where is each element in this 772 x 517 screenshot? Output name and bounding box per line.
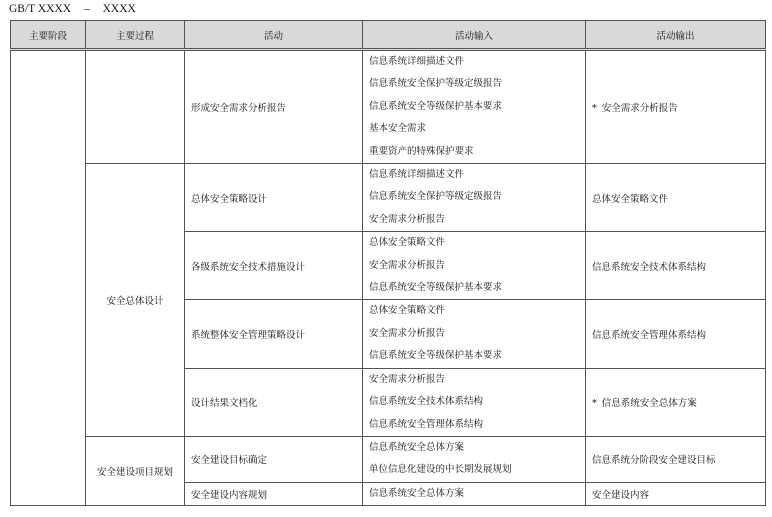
input-cell: [363, 50, 586, 164]
input-item: 安全需求分析报告: [369, 327, 446, 339]
input-item: 信息系统安全总体方案: [369, 441, 465, 453]
table-row: [11, 50, 766, 164]
process-cell: 安全建设项目规划: [86, 436, 185, 505]
column-header-input: 活动输入: [363, 21, 586, 50]
output-cell: [586, 232, 766, 300]
output-text: 安全建设内容: [592, 489, 650, 501]
column-header-stage: 主要阶段: [11, 21, 86, 50]
header-separator: –: [83, 3, 90, 15]
input-item: 总体安全策略文件: [369, 305, 446, 317]
output-text: 信息系统安全总体方案: [601, 398, 697, 410]
column-header-process: 主要过程: [86, 21, 185, 50]
input-cell: [363, 368, 586, 436]
input-item: 信息系统安全等级保护基本要求: [369, 100, 503, 112]
stage-cell: [11, 50, 86, 506]
standard-year: XXXX: [102, 3, 136, 15]
output-cell: [586, 164, 766, 232]
input-cell: [363, 300, 586, 368]
key-output-mark: *: [592, 103, 597, 115]
output-cell: [586, 482, 766, 505]
activity-cell: 形成安全需求分析报告: [185, 50, 363, 164]
column-header-activity: 活动: [185, 21, 363, 50]
input-cell: [363, 164, 586, 232]
input-item: 信息系统详细描述文件: [369, 169, 465, 181]
input-cell: [363, 436, 586, 482]
input-item: 基本安全需求: [369, 123, 427, 135]
key-output-mark: *: [592, 398, 597, 410]
input-item: 安全需求分析报告: [369, 259, 446, 271]
input-item: 信息系统安全保护等级定级报告: [369, 78, 503, 90]
input-item: 信息系统安全技术体系结构: [369, 396, 484, 408]
activity-cell: 各级系统安全技术措施设计: [185, 232, 363, 300]
input-item: 信息系统安全保护等级定级报告: [369, 191, 503, 203]
input-item: 信息系统安全等级保护基本要求: [369, 350, 503, 362]
output-text: 总体安全策略文件: [592, 193, 669, 205]
output-cell: [586, 300, 766, 368]
input-item: 信息系统安全管理体系结构: [369, 418, 484, 430]
activity-cell: 总体安全策略设计: [185, 164, 363, 232]
activity-table: [10, 20, 766, 506]
table-header-row: [11, 21, 766, 50]
activity-cell: 安全建设内容规划: [185, 482, 363, 505]
output-text: 信息系统安全技术体系结构: [592, 261, 707, 273]
document-header: [9, 3, 136, 15]
input-item: 信息系统安全等级保护基本要求: [369, 282, 503, 294]
process-cell: [86, 50, 185, 164]
process-cell: 安全总体设计: [86, 164, 185, 437]
input-item: 信息系统安全总体方案: [369, 487, 465, 499]
table-row: [11, 436, 766, 482]
table-row: [11, 164, 766, 232]
output-text: 信息系统分阶段安全建设目标: [592, 455, 716, 467]
input-cell: [363, 482, 586, 505]
input-item: 信息系统详细描述文件: [369, 56, 465, 67]
output-text: 安全需求分析报告: [601, 103, 678, 115]
output-cell: [586, 368, 766, 436]
output-cell: [586, 50, 766, 164]
input-item: 重要资产的特殊保护要求: [369, 145, 474, 157]
input-item: 总体安全策略文件: [369, 237, 446, 249]
input-item: 安全需求分析报告: [369, 213, 446, 225]
activity-cell: 安全建设目标确定: [185, 436, 363, 482]
input-cell: [363, 232, 586, 300]
output-cell: [586, 436, 766, 482]
activity-cell: 设计结果文档化: [185, 368, 363, 436]
standard-number: GB/T XXXX: [9, 3, 72, 15]
input-item: 单位信息化建设的中长期发展规划: [369, 464, 512, 476]
activity-cell: 系统整体安全管理策略设计: [185, 300, 363, 368]
column-header-output: 活动输出: [586, 21, 766, 50]
input-item: 安全需求分析报告: [369, 373, 446, 385]
output-text: 信息系统安全管理体系结构: [592, 330, 707, 342]
